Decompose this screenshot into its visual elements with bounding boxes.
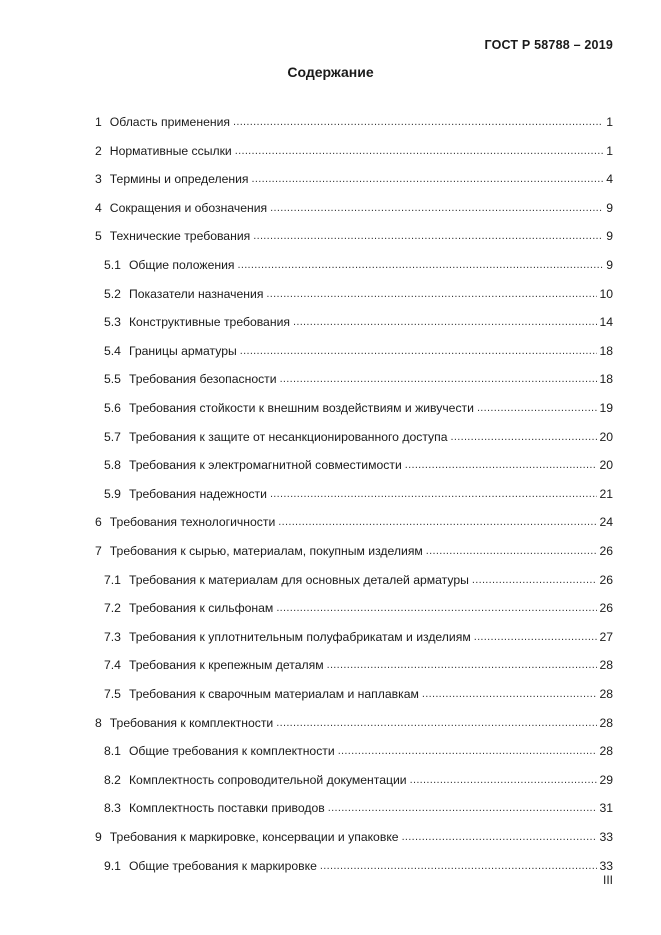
toc-entry-page: 18 (599, 372, 613, 387)
toc-entry[interactable] (104, 255, 613, 273)
toc-leader-dots (270, 201, 603, 216)
toc-entry[interactable] (104, 398, 613, 416)
toc-entry-number: 7.1 (104, 572, 121, 587)
toc-entry[interactable] (104, 484, 613, 502)
toc-entry-title: Общие требования к маркировке (128, 858, 317, 873)
toc-leader-dots (233, 115, 603, 130)
toc-entry[interactable] (104, 341, 613, 359)
toc-leader-dots (278, 515, 597, 530)
toc-entry[interactable] (95, 713, 613, 731)
toc-entry-number: 7.3 (104, 629, 121, 644)
standard-code-header: ГОСТ Р 58788 – 2019 (484, 38, 613, 52)
toc-entry-number: 7.4 (104, 658, 121, 673)
toc-leader-dots (293, 315, 597, 330)
toc-entry-page: 31 (599, 801, 613, 816)
toc-entry[interactable] (95, 541, 613, 559)
toc-leader-dots (338, 744, 598, 759)
toc-entry-page: 14 (599, 315, 613, 330)
toc-leader-dots (266, 287, 597, 302)
toc-entry-page: 19 (599, 401, 613, 415)
toc-entry[interactable] (95, 512, 613, 530)
toc-entry-title: Требования к защите от несанкционированного доступа (128, 429, 448, 444)
toc-entry-title: Требования к материалам для основных деталей арматуры (128, 572, 469, 587)
toc-entry[interactable] (104, 284, 613, 302)
toc-entry[interactable] (104, 312, 613, 330)
toc-leader-dots (477, 401, 597, 416)
toc-entry-number: 5.4 (104, 343, 121, 358)
toc-entry-title: Требования к крепежным деталям (128, 658, 324, 673)
toc-entry-page: 9 (606, 229, 613, 244)
toc-entry[interactable] (95, 141, 613, 159)
toc-entry-number: 1 (95, 115, 102, 129)
toc-leader-dots (472, 573, 598, 588)
toc-entry-page: 33 (599, 830, 613, 844)
toc-entry-number: 8.2 (104, 772, 121, 787)
toc-entry[interactable] (104, 598, 613, 616)
toc-entry-page: 1 (606, 115, 613, 129)
toc-entry-number: 5.9 (104, 486, 121, 501)
toc-entry-number: 5.7 (104, 429, 121, 444)
toc-entry-page: 20 (599, 458, 613, 473)
toc-entry-number: 8.3 (104, 801, 121, 816)
toc-entry-page: 33 (599, 858, 613, 873)
page-folio: III (602, 873, 613, 887)
toc-entry-title: Требования надежности (128, 486, 267, 501)
toc-entry-title: Область применения (109, 115, 230, 129)
toc-entry[interactable] (95, 827, 613, 845)
toc-entry[interactable] (104, 570, 613, 588)
toc-entry-page: 18 (599, 343, 613, 358)
toc-leader-dots (451, 430, 598, 445)
toc-entry-title: Термины и определения (109, 172, 249, 187)
toc-entry-page: 24 (599, 515, 613, 530)
toc-leader-dots (235, 144, 603, 159)
toc-leader-dots (276, 601, 597, 616)
toc-entry[interactable] (95, 226, 613, 244)
toc-entry-title: Требования к электромагнитной совместимости (128, 458, 402, 473)
toc-entry-title: Требования к комплектности (109, 715, 274, 730)
toc-entry-number: 5.2 (104, 286, 121, 301)
toc-leader-dots (422, 687, 598, 702)
toc-entry-title: Требования к маркировке, консервации и упаковке (109, 830, 399, 844)
toc-leader-dots (270, 487, 598, 502)
toc-leader-dots (426, 544, 598, 559)
toc-entry-title: Требования технологичности (109, 515, 276, 530)
toc-entry-page: 10 (599, 286, 613, 301)
toc-entry-number: 9 (95, 830, 102, 844)
toc-entry-number: 4 (95, 200, 102, 215)
toc-entry-number: 5.1 (104, 258, 121, 272)
toc-entry[interactable] (95, 112, 613, 130)
toc-entry[interactable] (104, 770, 613, 788)
toc-entry-page: 26 (599, 544, 613, 558)
toc-entry-page: 28 (599, 687, 613, 701)
toc-entry-title: Нормативные ссылки (109, 143, 232, 158)
toc-entry-page: 28 (599, 715, 613, 730)
toc-entry-page: 20 (599, 429, 613, 444)
toc-leader-dots (276, 716, 597, 731)
toc-entry-title: Комплектность поставки приводов (128, 801, 325, 816)
toc-entry-page: 29 (599, 772, 613, 787)
toc-entry-number: 5.6 (104, 401, 121, 415)
toc-entry[interactable] (104, 455, 613, 473)
toc-leader-dots (327, 658, 598, 673)
toc-entry-page: 28 (599, 658, 613, 673)
toc-entry-title: Границы арматуры (128, 343, 237, 358)
toc-entry-title: Требования к сырью, материалам, покупным изделиям (109, 544, 423, 558)
toc-entry-page: 26 (599, 601, 613, 616)
toc-entry[interactable] (95, 169, 613, 187)
toc-entry-number: 5 (95, 229, 102, 244)
toc-entry[interactable] (104, 741, 613, 759)
toc-entry-number: 7.5 (104, 687, 121, 701)
toc-entry-title: Комплектность сопроводительной документации (128, 772, 407, 787)
toc-entry-title: Конструктивные требования (128, 315, 290, 330)
toc-leader-dots (328, 801, 598, 816)
toc-leader-dots (474, 630, 598, 645)
toc-entry[interactable] (104, 627, 613, 645)
toc-entry-number: 2 (95, 143, 102, 158)
toc-entry-title: Технические требования (109, 229, 251, 244)
toc-entry[interactable] (104, 856, 613, 874)
toc-entry-number: 5.5 (104, 372, 121, 387)
toc-entry[interactable] (104, 684, 613, 702)
toc-entry-page: 9 (606, 200, 613, 215)
toc-entry-number: 8.1 (104, 744, 121, 759)
toc-entry-title: Показатели назначения (128, 286, 264, 301)
toc-entry[interactable] (104, 655, 613, 673)
toc-entry-title: Требования к сильфонам (128, 601, 274, 616)
toc-entry-title: Общие требования к комплектности (128, 744, 335, 759)
toc-entry[interactable] (104, 798, 613, 816)
toc-entry[interactable] (104, 427, 613, 445)
toc-entry[interactable] (95, 198, 613, 216)
toc-entry-page: 27 (599, 629, 613, 644)
toc-leader-dots (237, 258, 603, 273)
toc-leader-dots (320, 859, 598, 874)
toc-leader-dots (252, 172, 603, 187)
toc-entry-number: 7 (95, 544, 102, 558)
toc-entry-page: 26 (599, 572, 613, 587)
toc-entry-page: 28 (599, 744, 613, 759)
toc-entry-title: Требования стойкости к внешним воздействиям и живучести (128, 401, 474, 415)
toc-entry-number: 5.8 (104, 458, 121, 473)
toc-entry-page: 9 (606, 258, 613, 272)
toc-entry-number: 3 (95, 172, 102, 187)
toc-entry-number: 5.3 (104, 315, 121, 330)
toc-entry-title: Требования к уплотнительным полуфабрикатам и изделиям (128, 629, 471, 644)
toc-leader-dots (410, 773, 598, 788)
toc-leader-dots (280, 372, 598, 387)
toc-entry-page: 4 (606, 172, 613, 187)
toc-leader-dots (253, 229, 603, 244)
toc-title: Содержание (287, 64, 374, 80)
toc-entry[interactable] (104, 369, 613, 387)
toc-leader-dots (405, 458, 598, 473)
toc-entry-number: 8 (95, 715, 102, 730)
toc-entry-number: 6 (95, 515, 102, 530)
toc-entry-number: 9.1 (104, 858, 121, 873)
toc-entry-page: 1 (606, 143, 613, 158)
toc-leader-dots (402, 830, 598, 845)
toc-entry-title: Требования к сварочным материалам и наплавкам (128, 687, 419, 701)
toc-entry-title: Требования безопасности (128, 372, 277, 387)
toc-entry-page: 21 (599, 486, 613, 501)
toc-entry-title: Сокращения и обозначения (109, 200, 268, 215)
toc-entry-title: Общие положения (128, 258, 235, 272)
toc-entry-number: 7.2 (104, 601, 121, 616)
toc-leader-dots (240, 344, 598, 359)
